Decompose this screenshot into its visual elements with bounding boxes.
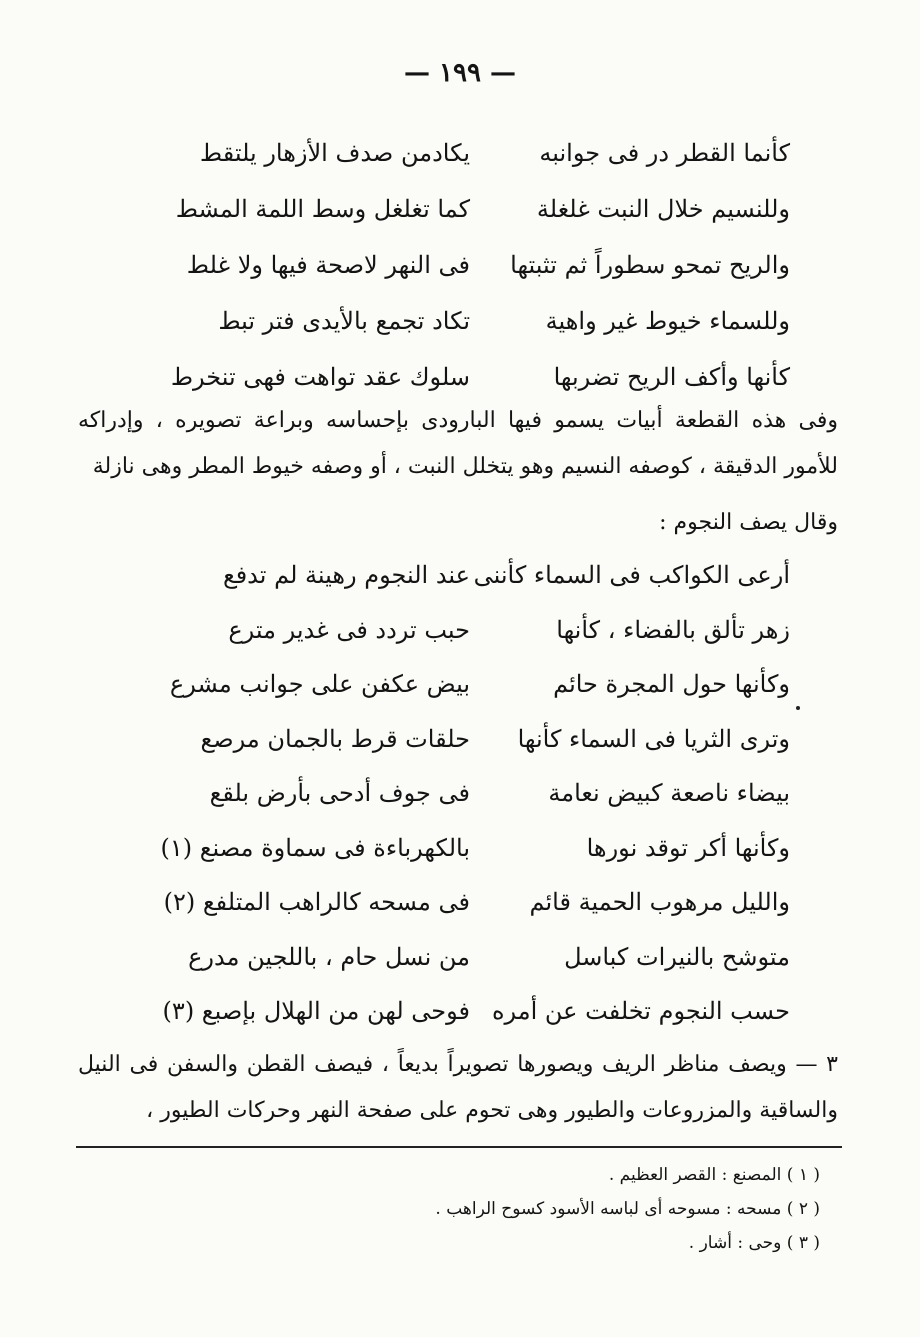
- verse-line: [180, 293, 790, 349]
- commentary-paragraph: وفى هذه القطعة أبيات يسمو فيها البارودى بإحساسه وبراعة تصويره ، وإدراكه للأمور الدقيقة ، كوصفه النسيم وهو يتخلل النبت ، أو وصفه خيوط المطر وهى نازلة: [78, 408, 838, 479]
- verse-second-hemistich: كما تغلغل وسط اللمة المشط: [175, 195, 470, 223]
- verse-first-hemistich: والريح تمحو سطوراً ثم تثبتها: [510, 251, 790, 279]
- footnotes: [260, 1158, 820, 1260]
- verse-second-hemistich: تكاد تجمع بالأيدى فتر تبط: [218, 307, 470, 335]
- verse-first-hemistich: كأنما القطر در فى جوانبه: [539, 139, 790, 167]
- footnote: ( ٣ ) وحى : أشار .: [688, 1233, 820, 1253]
- verse-first-hemistich: أرعى الكواكب فى السماء كأننى: [473, 561, 790, 590]
- poem-intro: وقال يصف النجوم :: [659, 510, 838, 535]
- footnote: ( ١ ) المصنع : القصر العظيم .: [608, 1165, 820, 1185]
- verse-first-hemistich: وكأنها حول المجرة حائم: [553, 670, 790, 699]
- verse-second-hemistich: فى مسحه كالراهب المتلفع (٢): [163, 888, 470, 917]
- poem-stars: [160, 548, 790, 1039]
- verse-first-hemistich: وترى الثريا فى السماء كأنها: [517, 724, 790, 753]
- verse-first-hemistich: وللسماء خيوط غير واهية: [545, 307, 790, 335]
- verse-line: [180, 930, 790, 985]
- verse-second-hemistich: عند النجوم رهينة لم تدفع: [222, 561, 470, 590]
- verse-second-hemistich: سلوك عقد تواهت فهى تنخرط: [170, 363, 470, 391]
- verse-line: [180, 603, 790, 658]
- margin-dot: [796, 706, 800, 710]
- verse-second-hemistich: فى النهر لاصحة فيها ولا غلط: [186, 251, 470, 279]
- footnote: ( ٢ ) مسحه : مسوحه أى لباسه الأسود كسوح الراهب .: [435, 1199, 820, 1219]
- verse-first-hemistich: بيضاء ناصعة كبيض نعامة: [548, 779, 790, 808]
- verse-line: [160, 821, 790, 876]
- verse-second-hemistich: من نسل حام ، باللجين مدرع: [188, 942, 470, 971]
- verse-line: [180, 548, 790, 603]
- verse-line: [169, 657, 790, 712]
- verse-second-hemistich: بيض عكفن على جوانب مشرع: [169, 670, 470, 699]
- verse-first-hemistich: وكأنها أكر توقد نورها: [586, 833, 790, 862]
- verse-line: [180, 766, 790, 821]
- verse-line: [170, 349, 790, 405]
- verse-line: [162, 984, 790, 1039]
- poem-rain: [170, 125, 790, 405]
- verse-second-hemistich: حلقات قرط بالجمان مرصع: [200, 724, 470, 753]
- verse-line: [180, 237, 790, 293]
- section-paragraph: ٣ — ويصف مناظر الريف ويصورها تصويراً بديعاً ، فيصف القطن والسفن فى النيل والساقية والمزروعات والطيور وهى تحوم على صفحة النهر وحركات الطيور ،: [78, 1052, 838, 1123]
- verse-first-hemistich: زهر تألق بالفضاء ، كأنها: [556, 615, 790, 644]
- verse-second-hemistich: حبب تردد فى غدير مترع: [228, 615, 470, 644]
- verse-line: [180, 125, 790, 181]
- verse-first-hemistich: كأنها وأكف الريح تضربها: [553, 363, 790, 391]
- verse-line: [175, 181, 790, 237]
- verse-first-hemistich: متوشح بالنيرات كباسل: [564, 942, 790, 971]
- page-number: — ١٩٩ —: [403, 58, 517, 88]
- verse-second-hemistich: يكادمن صدف الأزهار يلتقط: [199, 139, 470, 167]
- verse-first-hemistich: والليل مرهوب الحمية قائم: [529, 888, 790, 917]
- verse-second-hemistich: بالكهرباءة فى سماوة مصنع (١): [160, 833, 470, 862]
- verse-first-hemistich: وللنسيم خلال النبت غلغلة: [536, 195, 790, 223]
- verse-second-hemistich: فوحى لهن من الهلال بإصبع (٣): [162, 997, 470, 1026]
- verse-line: [163, 875, 790, 930]
- verse-second-hemistich: فى جوف أدحى بأرض بلقع: [209, 779, 470, 808]
- verse-line: [180, 712, 790, 767]
- verse-first-hemistich: حسب النجوم تخلفت عن أمره: [491, 997, 790, 1026]
- footnote-divider: [76, 1146, 842, 1148]
